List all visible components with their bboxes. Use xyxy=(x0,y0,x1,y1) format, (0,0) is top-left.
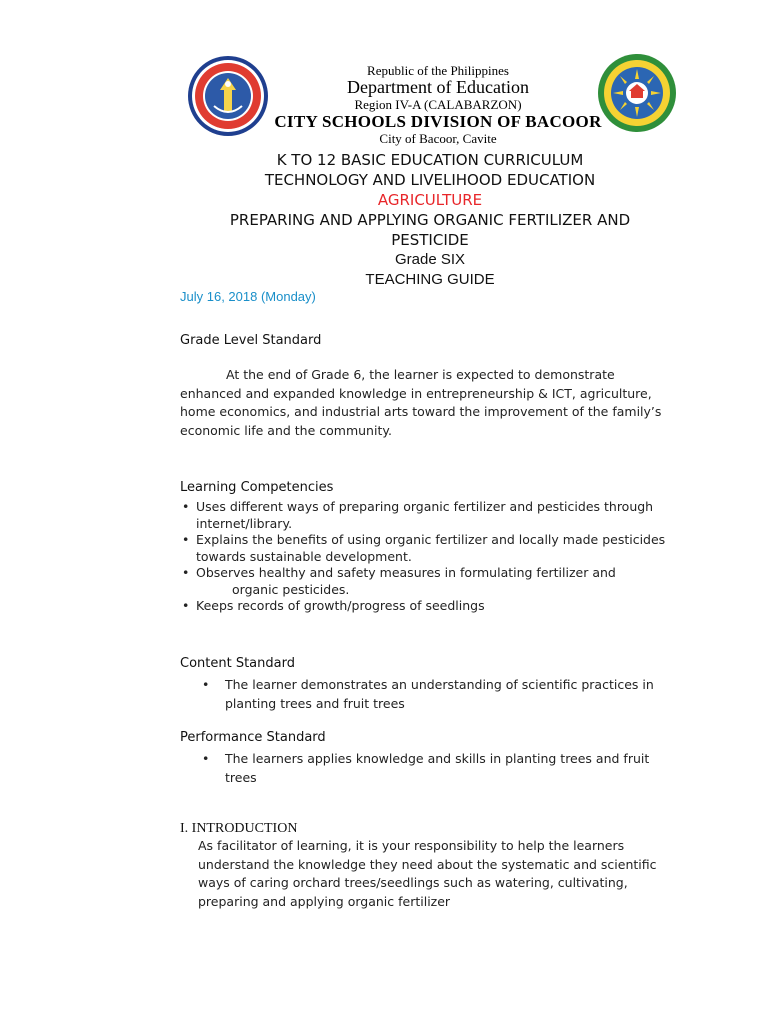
letterhead-republic: Republic of the Philippines xyxy=(367,63,509,78)
introduction-heading: I. INTRODUCTION xyxy=(180,821,298,836)
list-item xyxy=(180,499,680,532)
competency-line-cont: organic pesticides. xyxy=(232,581,350,597)
lesson-date: July 16, 2018 (Monday) xyxy=(180,289,316,304)
list-item xyxy=(180,598,680,615)
list-item xyxy=(180,532,680,565)
deped-seal-icon xyxy=(186,54,270,138)
introduction-section xyxy=(180,821,680,911)
content-standard-section xyxy=(180,656,680,713)
title-topic-cont: PESTICIDE xyxy=(391,231,469,249)
letterhead-division: CITY SCHOOLS DIVISION OF BACOOR xyxy=(274,112,602,131)
competency-line-cont: internet/library. xyxy=(196,515,293,531)
learning-competencies-heading: Learning Competencies xyxy=(180,480,334,495)
performance-standard-heading: Performance Standard xyxy=(180,730,326,745)
letterhead-city: City of Bacoor, Cavite xyxy=(379,131,497,146)
letterhead-department: Department of Education xyxy=(347,77,529,97)
learning-competencies-list xyxy=(180,499,680,615)
learning-competencies-section xyxy=(180,480,680,615)
competency-line: Explains the benefits of using organic fertilizer and locally made pesticides xyxy=(196,532,666,547)
title-agriculture: AGRICULTURE xyxy=(377,191,483,209)
letterhead xyxy=(270,62,606,145)
content-standard-list xyxy=(180,675,680,713)
list-item xyxy=(180,565,680,598)
performance-standard-section xyxy=(180,730,680,787)
title-block xyxy=(180,150,680,290)
competency-line-cont: towards sustainable development. xyxy=(196,548,412,564)
list-item: • The learner demonstrates an understanding of scientific practices in planting trees and fruit trees xyxy=(180,675,680,713)
title-tle: TECHNOLOGY AND LIVELIHOOD EDUCATION xyxy=(264,171,596,189)
competency-line: Keeps records of growth/progress of seedlings xyxy=(196,598,485,613)
division-seal-icon xyxy=(596,52,678,134)
title-curriculum: K TO 12 BASIC EDUCATION CURRICULUM xyxy=(276,151,584,169)
list-item: • The learners applies knowledge and skills in planting trees and fruit trees xyxy=(180,749,680,787)
title-topic: PREPARING AND APPLYING ORGANIC FERTILIZER AND xyxy=(229,211,631,229)
performance-standard-list xyxy=(180,749,680,787)
introduction-text: As facilitator of learning, it is your responsibility to help the learners understand the knowledge they need about the systematic and scientific ways of caring orchard trees/seedlings such as watering, cultivating, preparing and applying organic fertilizer xyxy=(198,838,657,909)
title-teaching-guide: TEACHING GUIDE xyxy=(365,271,495,288)
title-grade: Grade SIX xyxy=(394,251,466,268)
competency-line: Observes healthy and safety measures in formulating fertilizer and xyxy=(196,565,616,580)
grade-level-standard-section xyxy=(180,333,680,440)
grade-level-standard-heading: Grade Level Standard xyxy=(180,333,322,348)
letterhead-region: Region IV-A (CALABARZON) xyxy=(354,97,522,112)
content-standard-heading: Content Standard xyxy=(180,656,295,671)
competency-line: Uses different ways of preparing organic fertilizer and pesticides through xyxy=(196,499,654,514)
grade-level-standard-text: At the end of Grade 6, the learner is expected to demonstrate enhanced and expanded knowledge in entrepreneurship & ICT, agriculture, home economics, and industrial arts toward the improvement of the family’s economic life and the community. xyxy=(180,367,662,438)
